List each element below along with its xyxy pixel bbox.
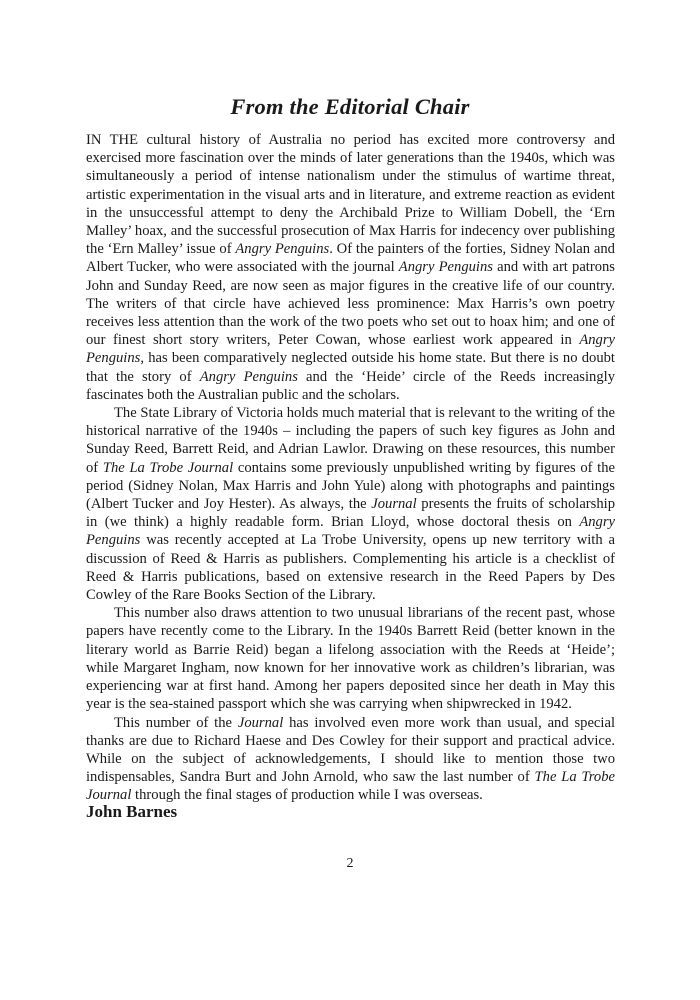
paragraph-text: The State Library of Victoria holds much material that is relevant to the writing of the historical narrative of the 1940s – including the papers of such key figures as John and Sunday Reed, Barrett Reid, and Adrian Lawlor. Drawing on these resources, this number of (86, 405, 615, 476)
author-signature: John Barnes (86, 802, 178, 821)
italic-title-text: Journal (237, 714, 284, 731)
paragraph-text: IN THE cultural history of Australia no period has excited more controversy and exercised more fascination over the minds of later generations than the 1940s, which was simultaneously a period of intense nationalism under the stimulus of wartime threat, artistic experimentation in the visual arts and in literature, and extreme reaction as evident in the unsuccessful attempt to deny the Archibald Prize to William Dobell, the ‘Ern Malley’ hoax, and the successful prosecution of Max Harris for indecency over publishing the ‘Ern Malley’ issue of (86, 132, 615, 258)
page-title: From the Editorial Chair (230, 94, 470, 119)
italic-title-text: Angry Penguins (86, 332, 615, 367)
body-paragraph (86, 714, 615, 805)
italic-title-text: The La Trobe Journal (102, 459, 234, 476)
italic-title-text: Angry Penguins (235, 241, 330, 258)
italic-title-text: Angry Penguins (398, 259, 493, 276)
paragraph-text: This number also draws attention to two unusual librarians of the recent past, whose papers have recently come to the Library. In the 1940s Barrett Reid (better known in the literary world as Barrie Reid) began a lifelong association with the Reeds at ‘Heide’; while Margaret Ingham, now known for her innovative work as children’s librarian, was experiencing war at first hand. Among her papers deposited since her death in May this year is the sea-stained passport which she was carrying when shipwrecked in 1942. (86, 605, 615, 713)
italic-title-text: Journal (371, 496, 417, 513)
italic-title-text: Angry Penguins (86, 514, 615, 549)
paragraph-text: . Of the painters of the forties, Sidney Nolan and Albert Tucker, who were associated with the journal (86, 241, 615, 276)
paragraph-text: was recently accepted at La Trobe University, opens up new territory with a discussion of Reed & Harris as publishers. Complementing his article is a checklist of Reed & Harris publications, based on extensive research in the Reed Papers by Des Cowley of the Rare Books Section of the Library. (86, 532, 615, 604)
paragraph-text: This number of the (114, 714, 238, 731)
body-paragraph (86, 604, 615, 713)
article-body (86, 131, 615, 805)
paragraph-text: has involved even more work than usual, and special thanks are due to Richard Haese and Des Cowley for their support and practical advice. While on the subject of acknowledgements, I should like to mention those two indispensables, Sandra Burt and John Arnold, who saw the last number of (86, 714, 615, 786)
paragraph-text: presents the fruits of scholarship in (we think) a highly readable form. Brian Lloyd, whose doctoral thesis on (86, 496, 615, 531)
paragraph-text: through the final stages of production while I was overseas. (131, 787, 483, 804)
body-paragraph (86, 131, 615, 404)
paragraph-text: and with art patrons John and Sunday Reed, are now seen as major figures in the creative life of our country. The writers of that circle have achieved less prominence: Max Harris’s own poetry receives less attention than the work of the two poets who set out to hoax him; and one of our finest short story writers, Peter Cowan, whose earliest work appeared in (86, 259, 615, 349)
italic-title-text: Angry Penguins (199, 368, 298, 385)
italic-title-text: The La Trobe Journal (86, 769, 615, 804)
paragraph-text: contains some previously unpublished writing by figures of the period (Sidney Nolan, Max Harris and John Yule) along with photographs and paintings (Albert Tucker and Joy Hester). As always, the (86, 459, 616, 513)
paragraph-text: and the ‘Heide’ circle of the Reeds increasingly fascinates both the Australian public and the scholars. (86, 368, 615, 403)
page-number: 2 (346, 856, 354, 871)
body-paragraph (86, 404, 615, 604)
paragraph-text: , has been comparatively neglected outside his home state. But there is no doubt that the story of (86, 350, 615, 385)
